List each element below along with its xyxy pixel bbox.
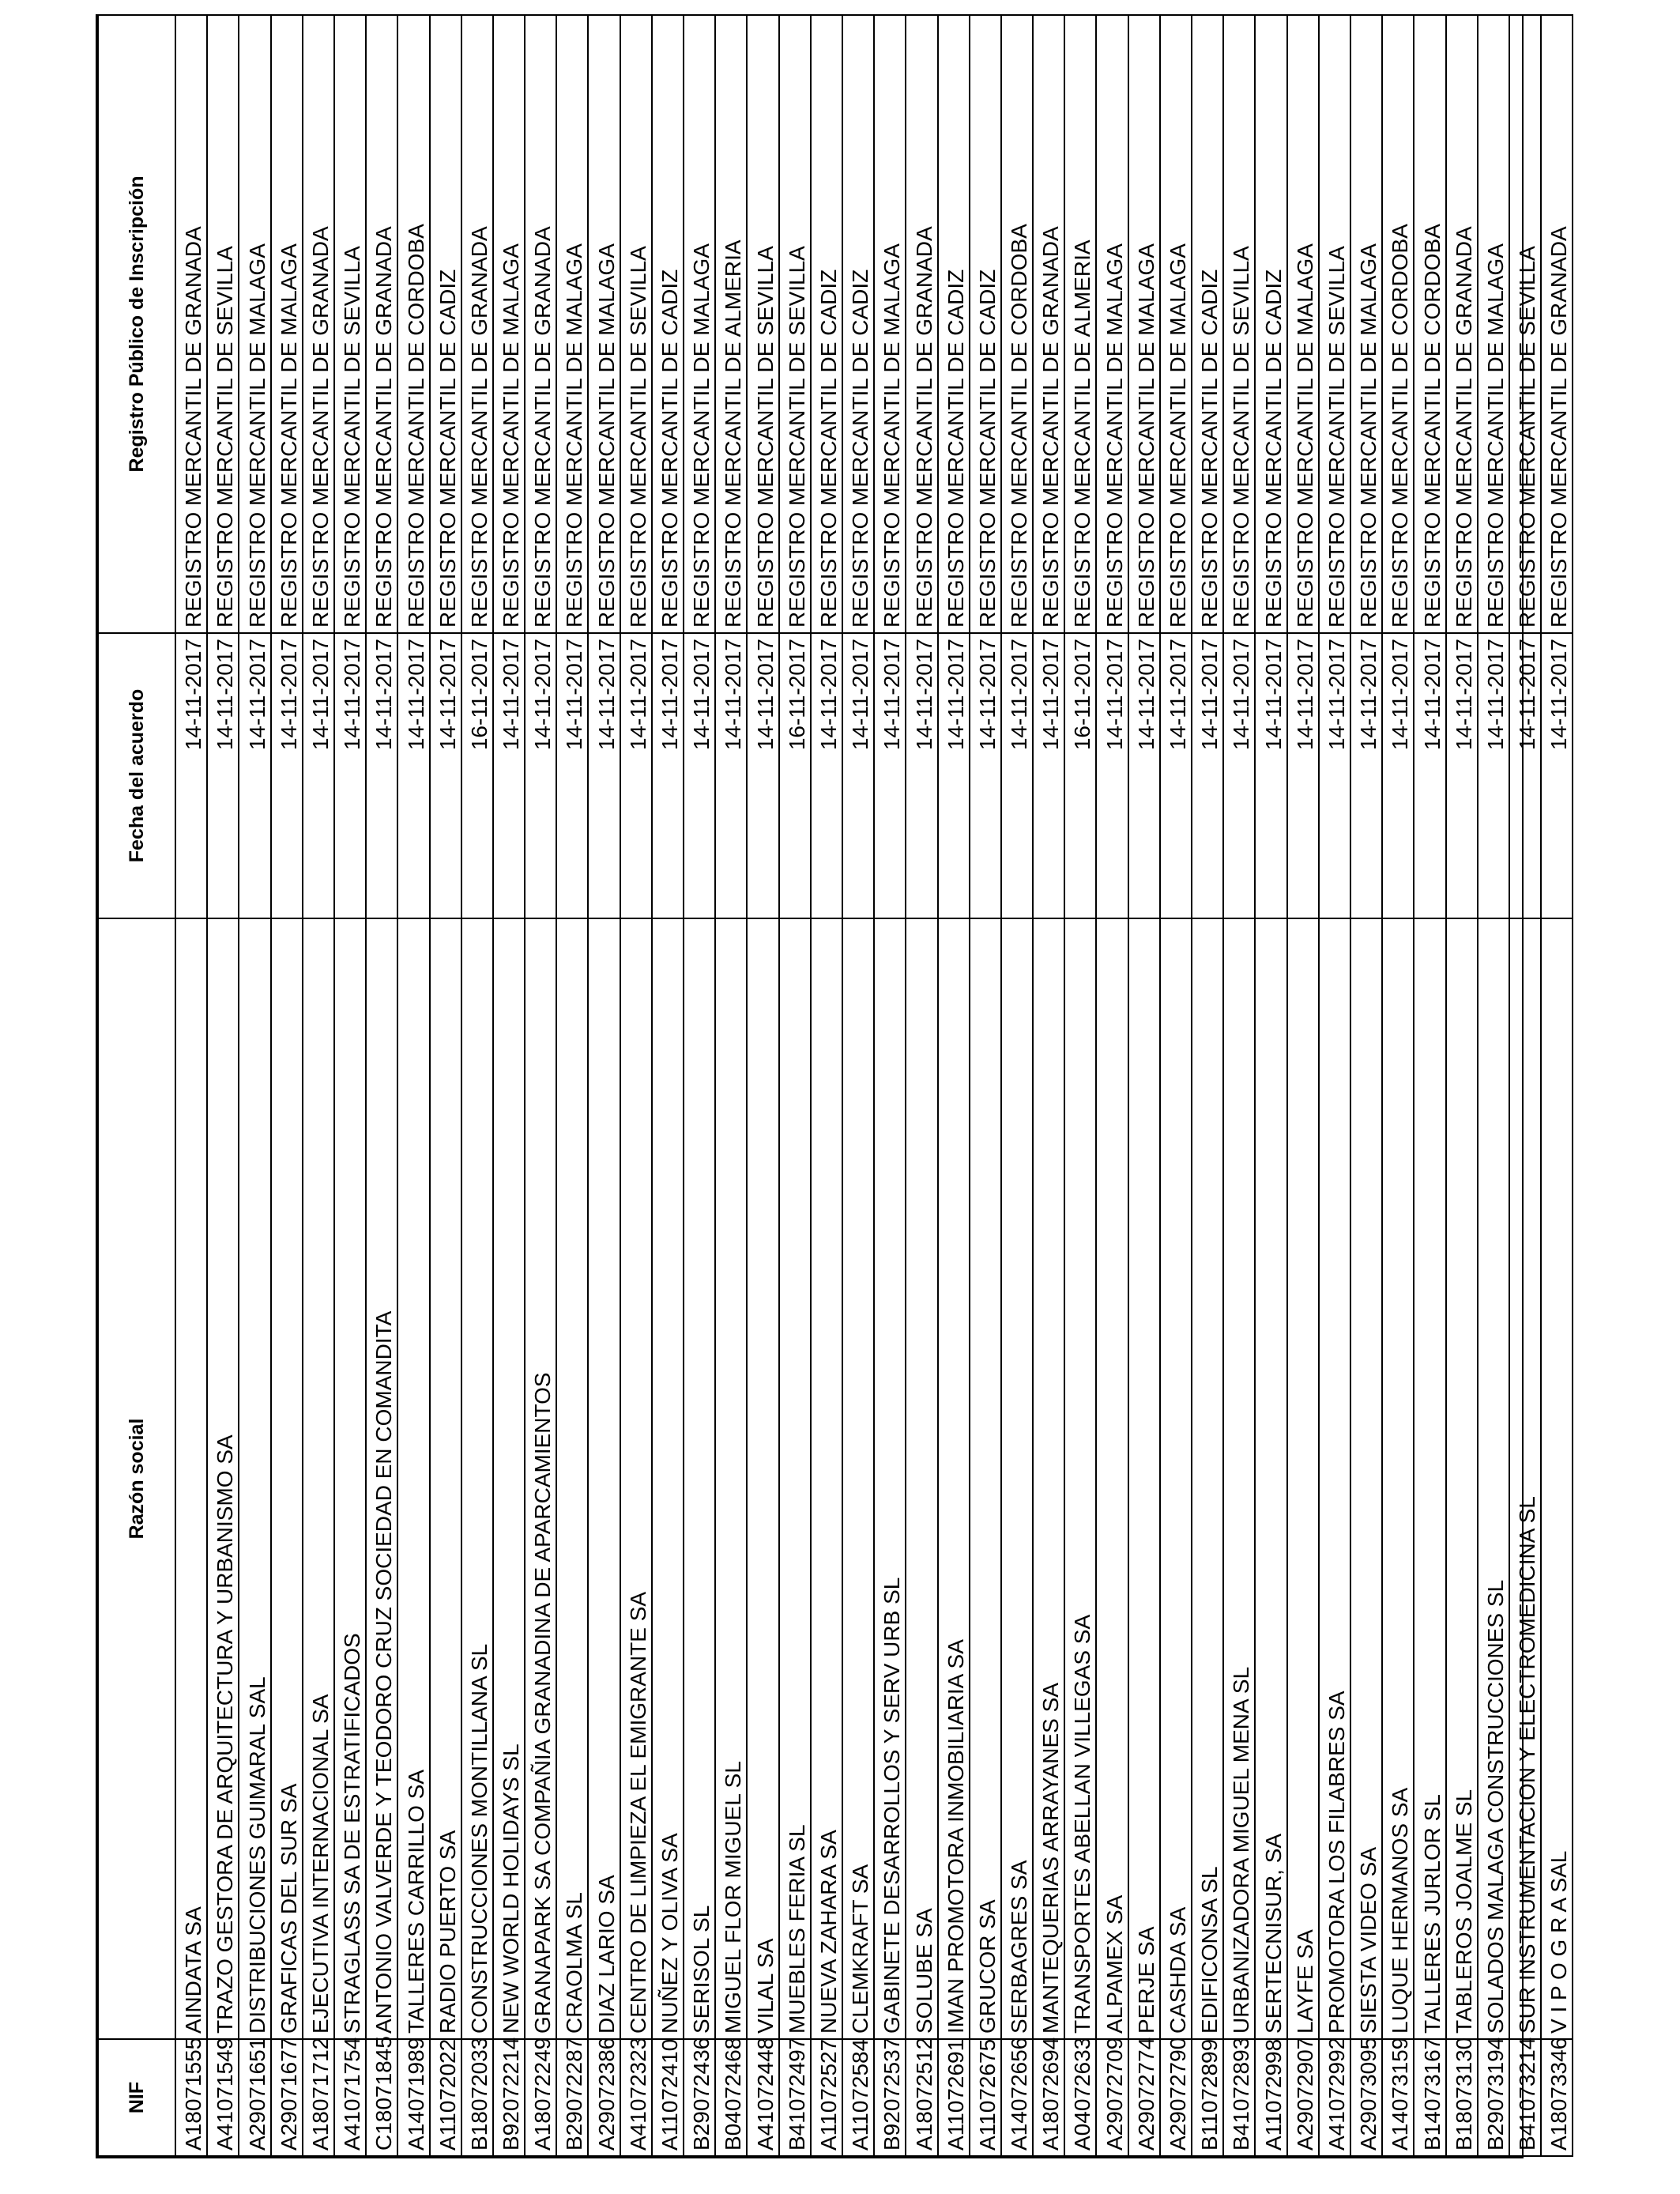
cell-fecha: 14-11-2017 bbox=[1319, 633, 1350, 918]
cell-nif: A11072410 bbox=[652, 2039, 684, 2156]
table-row bbox=[906, 15, 937, 2156]
cell-fecha: 14-11-2017 bbox=[970, 633, 1001, 918]
cell-nif: A41072323 bbox=[620, 2039, 652, 2156]
cell-registro: REGISTRO MERCANTIL DE SEVILLA bbox=[1509, 15, 1541, 633]
cell-razon-social: EJECUTIVA INTERNACIONAL SA bbox=[303, 918, 334, 2039]
cell-fecha: 14-11-2017 bbox=[1128, 633, 1160, 918]
cell-razon-social: SERBAGRES SA bbox=[1001, 918, 1033, 2039]
cell-registro: REGISTRO MERCANTIL DE CADIZ bbox=[842, 15, 874, 633]
cell-nif: A14072656 bbox=[1001, 2039, 1033, 2156]
cell-fecha: 14-11-2017 bbox=[938, 633, 970, 918]
cell-registro: REGISTRO MERCANTIL DE CADIZ bbox=[938, 15, 970, 633]
cell-registro: REGISTRO MERCANTIL DE MALAGA bbox=[1287, 15, 1319, 633]
cell-fecha: 14-11-2017 bbox=[1478, 633, 1509, 918]
cell-fecha: 14-11-2017 bbox=[842, 633, 874, 918]
table-row bbox=[366, 15, 397, 2156]
header-registro: Registro Público de Inscripción bbox=[98, 15, 175, 633]
table-row bbox=[1287, 15, 1319, 2156]
cell-registro: REGISTRO MERCANTIL DE GRANADA bbox=[906, 15, 937, 633]
table-row bbox=[1033, 15, 1064, 2156]
cell-nif: A29071651 bbox=[239, 2039, 270, 2156]
cell-registro: REGISTRO MERCANTIL DE GRANADA bbox=[1446, 15, 1478, 633]
cell-razon-social: SOLADOS MALAGA CONSTRUCCIONES SL bbox=[1478, 918, 1509, 2039]
cell-registro: REGISTRO MERCANTIL DE ALMERIA bbox=[1064, 15, 1096, 633]
cell-nif: A11072527 bbox=[811, 2039, 842, 2156]
cell-nif: A18071555 bbox=[175, 2039, 207, 2156]
cell-fecha: 16-11-2017 bbox=[779, 633, 811, 918]
cell-razon-social: PROMOTORA LOS FILABRES SA bbox=[1319, 918, 1350, 2039]
cell-razon-social: LUQUE HERMANOS SA bbox=[1382, 918, 1414, 2039]
table-row bbox=[970, 15, 1001, 2156]
cell-razon-social: DIAZ LARIO SA bbox=[588, 918, 620, 2039]
table-row bbox=[747, 15, 778, 2156]
table-row bbox=[334, 15, 366, 2156]
cell-nif: A14073159 bbox=[1382, 2039, 1414, 2156]
cell-fecha: 14-11-2017 bbox=[684, 633, 715, 918]
cell-fecha: 14-11-2017 bbox=[1541, 633, 1573, 918]
table-row bbox=[874, 15, 906, 2156]
cell-registro: REGISTRO MERCANTIL DE CADIZ bbox=[811, 15, 842, 633]
cell-registro: REGISTRO MERCANTIL DE MALAGA bbox=[239, 15, 270, 633]
cell-fecha: 14-11-2017 bbox=[715, 633, 747, 918]
cell-razon-social: GABINETE DESARROLLOS Y SERV URB SL bbox=[874, 918, 906, 2039]
table-row bbox=[1446, 15, 1478, 2156]
cell-registro: REGISTRO MERCANTIL DE CORDOBA bbox=[1001, 15, 1033, 633]
cell-razon-social: CASHDA SA bbox=[1160, 918, 1192, 2039]
cell-fecha: 14-11-2017 bbox=[525, 633, 556, 918]
table-row bbox=[1096, 15, 1128, 2156]
cell-registro: REGISTRO MERCANTIL DE MALAGA bbox=[1128, 15, 1160, 633]
cell-razon-social: PERJE SA bbox=[1128, 918, 1160, 2039]
cell-registro: REGISTRO MERCANTIL DE SEVILLA bbox=[1223, 15, 1255, 633]
cell-razon-social: URBANIZADORA MIGUEL MENA SL bbox=[1223, 918, 1255, 2039]
cell-registro: REGISTRO MERCANTIL DE CADIZ bbox=[652, 15, 684, 633]
cell-registro: REGISTRO MERCANTIL DE GRANADA bbox=[1033, 15, 1064, 633]
table-row bbox=[1001, 15, 1033, 2156]
cell-razon-social: VILAL SA bbox=[747, 918, 778, 2039]
cell-razon-social: SIESTA VIDEO SA bbox=[1350, 918, 1382, 2039]
cell-nif: A11072691 bbox=[938, 2039, 970, 2156]
cell-nif: A04072633 bbox=[1064, 2039, 1096, 2156]
cell-razon-social: NUEVA ZAHARA SA bbox=[811, 918, 842, 2039]
cell-razon-social: TRANSPORTES ABELLAN VILLEGAS SA bbox=[1064, 918, 1096, 2039]
cell-registro: REGISTRO MERCANTIL DE GRANADA bbox=[175, 15, 207, 633]
table-row bbox=[1414, 15, 1445, 2156]
cell-registro: REGISTRO MERCANTIL DE MALAGA bbox=[271, 15, 303, 633]
table-row bbox=[1192, 15, 1223, 2156]
cell-fecha: 16-11-2017 bbox=[461, 633, 493, 918]
cell-registro: REGISTRO MERCANTIL DE CADIZ bbox=[970, 15, 1001, 633]
cell-razon-social: SOLUBE SA bbox=[906, 918, 937, 2039]
cell-fecha: 14-11-2017 bbox=[1509, 633, 1541, 918]
table-header-row bbox=[98, 15, 175, 2156]
cell-registro: REGISTRO MERCANTIL DE CORDOBA bbox=[397, 15, 429, 633]
cell-fecha: 14-11-2017 bbox=[1350, 633, 1382, 918]
cell-fecha: 14-11-2017 bbox=[430, 633, 461, 918]
cell-nif: B29073194 bbox=[1478, 2039, 1509, 2156]
cell-fecha: 14-11-2017 bbox=[175, 633, 207, 918]
cell-nif: B14073167 bbox=[1414, 2039, 1445, 2156]
cell-razon-social: TRAZO GESTORA DE ARQUITECTURA Y URBANISMO SA bbox=[207, 918, 239, 2039]
table-body bbox=[175, 15, 1573, 2156]
table-row bbox=[207, 15, 239, 2156]
table-row bbox=[1064, 15, 1096, 2156]
table-row bbox=[1478, 15, 1509, 2156]
cell-razon-social: TALLERES JURLOR SL bbox=[1414, 918, 1445, 2039]
companies-table bbox=[97, 14, 1573, 2157]
cell-razon-social: SERTECNISUR, SA bbox=[1255, 918, 1286, 2039]
cell-razon-social: DISTRIBUCIONES GUIMARAL SAL bbox=[239, 918, 270, 2039]
cell-fecha: 14-11-2017 bbox=[588, 633, 620, 918]
cell-razon-social: GRANAPARK SA COMPAÑIA GRANADINA DE APARCAMIENTOS bbox=[525, 918, 556, 2039]
cell-nif: A18072694 bbox=[1033, 2039, 1064, 2156]
cell-registro: REGISTRO MERCANTIL DE MALAGA bbox=[493, 15, 525, 633]
cell-nif: A14071989 bbox=[397, 2039, 429, 2156]
cell-nif: B29072287 bbox=[556, 2039, 588, 2156]
cell-registro: REGISTRO MERCANTIL DE MALAGA bbox=[1096, 15, 1128, 633]
cell-registro: REGISTRO MERCANTIL DE SEVILLA bbox=[334, 15, 366, 633]
cell-nif: B18072033 bbox=[461, 2039, 493, 2156]
table-row bbox=[842, 15, 874, 2156]
cell-registro: REGISTRO MERCANTIL DE MALAGA bbox=[1160, 15, 1192, 633]
table-row bbox=[1160, 15, 1192, 2156]
cell-razon-social: NUÑEZ Y OLIVA SA bbox=[652, 918, 684, 2039]
cell-nif: B29072436 bbox=[684, 2039, 715, 2156]
cell-nif: A41072448 bbox=[747, 2039, 778, 2156]
cell-razon-social: TABLEROS JOALME SL bbox=[1446, 918, 1478, 2039]
cell-fecha: 14-11-2017 bbox=[1033, 633, 1064, 918]
table-row bbox=[779, 15, 811, 2156]
cell-fecha: 14-11-2017 bbox=[303, 633, 334, 918]
cell-fecha: 14-11-2017 bbox=[334, 633, 366, 918]
table-row bbox=[1223, 15, 1255, 2156]
table-row bbox=[175, 15, 207, 2156]
cell-fecha: 14-11-2017 bbox=[556, 633, 588, 918]
cell-registro: REGISTRO MERCANTIL DE GRANADA bbox=[303, 15, 334, 633]
table-row bbox=[1350, 15, 1382, 2156]
table-row bbox=[430, 15, 461, 2156]
cell-fecha: 14-11-2017 bbox=[1382, 633, 1414, 918]
cell-razon-social: LAYFE SA bbox=[1287, 918, 1319, 2039]
header-razon-social: Razón social bbox=[98, 918, 175, 2039]
table-row bbox=[303, 15, 334, 2156]
cell-razon-social: NEW WORLD HOLIDAYS SL bbox=[493, 918, 525, 2039]
cell-nif: A18073346 bbox=[1541, 2039, 1573, 2156]
cell-registro: REGISTRO MERCANTIL DE GRANADA bbox=[1541, 15, 1573, 633]
cell-fecha: 14-11-2017 bbox=[1192, 633, 1223, 918]
table-row bbox=[684, 15, 715, 2156]
table-row bbox=[271, 15, 303, 2156]
header-fecha-acuerdo: Fecha del acuerdo bbox=[98, 633, 175, 918]
cell-fecha: 14-11-2017 bbox=[1255, 633, 1286, 918]
cell-razon-social: MANTEQUERIAS ARRAYANES SA bbox=[1033, 918, 1064, 2039]
cell-registro: REGISTRO MERCANTIL DE SEVILLA bbox=[747, 15, 778, 633]
cell-nif: B41072893 bbox=[1223, 2039, 1255, 2156]
cell-fecha: 14-11-2017 bbox=[1446, 633, 1478, 918]
table-row bbox=[620, 15, 652, 2156]
table-row bbox=[588, 15, 620, 2156]
cell-nif: A41071549 bbox=[207, 2039, 239, 2156]
table-row bbox=[525, 15, 556, 2156]
cell-fecha: 14-11-2017 bbox=[652, 633, 684, 918]
cell-nif: A18071712 bbox=[303, 2039, 334, 2156]
cell-nif: B04072468 bbox=[715, 2039, 747, 2156]
cell-fecha: 14-11-2017 bbox=[493, 633, 525, 918]
table-row bbox=[1255, 15, 1286, 2156]
cell-razon-social: GRAFICAS DEL SUR SA bbox=[271, 918, 303, 2039]
cell-registro: REGISTRO MERCANTIL DE ALMERIA bbox=[715, 15, 747, 633]
cell-registro: REGISTRO MERCANTIL DE MALAGA bbox=[1350, 15, 1382, 633]
cell-nif: A29072907 bbox=[1287, 2039, 1319, 2156]
table-row bbox=[493, 15, 525, 2156]
cell-razon-social: IMAN PROMOTORA INMOBILIARIA SA bbox=[938, 918, 970, 2039]
cell-nif: A11072584 bbox=[842, 2039, 874, 2156]
cell-registro: REGISTRO MERCANTIL DE MALAGA bbox=[874, 15, 906, 633]
table-row bbox=[461, 15, 493, 2156]
cell-registro: REGISTRO MERCANTIL DE GRANADA bbox=[366, 15, 397, 633]
cell-nif: A11072675 bbox=[970, 2039, 1001, 2156]
cell-fecha: 14-11-2017 bbox=[1414, 633, 1445, 918]
table-row bbox=[1509, 15, 1541, 2156]
cell-nif: C18071845 bbox=[366, 2039, 397, 2156]
cell-razon-social: MIGUEL FLOR MIGUEL SL bbox=[715, 918, 747, 2039]
cell-fecha: 14-11-2017 bbox=[620, 633, 652, 918]
cell-razon-social: CLEMKRAFT SA bbox=[842, 918, 874, 2039]
table-row bbox=[938, 15, 970, 2156]
cell-nif: B92072214 bbox=[493, 2039, 525, 2156]
document-page bbox=[96, 14, 1572, 2158]
cell-nif: B11072899 bbox=[1192, 2039, 1223, 2156]
cell-nif: A41071754 bbox=[334, 2039, 366, 2156]
cell-nif: A29072790 bbox=[1160, 2039, 1192, 2156]
cell-razon-social: STRAGLASS SA DE ESTRATIFICADOS bbox=[334, 918, 366, 2039]
cell-fecha: 14-11-2017 bbox=[1223, 633, 1255, 918]
cell-fecha: 16-11-2017 bbox=[1064, 633, 1096, 918]
cell-nif: A29073095 bbox=[1350, 2039, 1382, 2156]
cell-fecha: 14-11-2017 bbox=[874, 633, 906, 918]
cell-nif: A29072386 bbox=[588, 2039, 620, 2156]
cell-nif: B41072497 bbox=[779, 2039, 811, 2156]
cell-fecha: 14-11-2017 bbox=[1160, 633, 1192, 918]
cell-razon-social: AINDATA SA bbox=[175, 918, 207, 2039]
cell-registro: REGISTRO MERCANTIL DE CADIZ bbox=[1255, 15, 1286, 633]
cell-registro: REGISTRO MERCANTIL DE SEVILLA bbox=[620, 15, 652, 633]
cell-nif: B18073130 bbox=[1446, 2039, 1478, 2156]
table-row bbox=[1382, 15, 1414, 2156]
cell-razon-social: MUEBLES FERIA SL bbox=[779, 918, 811, 2039]
table-row bbox=[1541, 15, 1573, 2156]
cell-fecha: 14-11-2017 bbox=[811, 633, 842, 918]
cell-razon-social: CENTRO DE LIMPIEZA EL EMIGRANTE SA bbox=[620, 918, 652, 2039]
cell-razon-social: RADIO PUERTO SA bbox=[430, 918, 461, 2039]
cell-registro: REGISTRO MERCANTIL DE GRANADA bbox=[525, 15, 556, 633]
cell-razon-social: CONSTRUCCIONES MONTILLANA SL bbox=[461, 918, 493, 2039]
table-row bbox=[556, 15, 588, 2156]
cell-registro: REGISTRO MERCANTIL DE MALAGA bbox=[556, 15, 588, 633]
cell-nif: A41072992 bbox=[1319, 2039, 1350, 2156]
cell-registro: REGISTRO MERCANTIL DE SEVILLA bbox=[207, 15, 239, 633]
cell-fecha: 14-11-2017 bbox=[207, 633, 239, 918]
cell-nif: A18072249 bbox=[525, 2039, 556, 2156]
cell-fecha: 14-11-2017 bbox=[747, 633, 778, 918]
cell-registro: REGISTRO MERCANTIL DE MALAGA bbox=[588, 15, 620, 633]
cell-fecha: 14-11-2017 bbox=[1001, 633, 1033, 918]
cell-razon-social: V I P O G R A SAL bbox=[1541, 918, 1573, 2039]
table-row bbox=[1128, 15, 1160, 2156]
cell-fecha: 14-11-2017 bbox=[397, 633, 429, 918]
cell-razon-social: SUR INSTRUMENTACION Y ELECTROMEDICINA SL bbox=[1509, 918, 1541, 2039]
cell-fecha: 14-11-2017 bbox=[366, 633, 397, 918]
cell-razon-social: CRAOLMA SL bbox=[556, 918, 588, 2039]
cell-razon-social: GRUCOR SA bbox=[970, 918, 1001, 2039]
cell-nif: A29072709 bbox=[1096, 2039, 1128, 2156]
header-nif: NIF bbox=[98, 2039, 175, 2156]
table-row bbox=[397, 15, 429, 2156]
cell-nif: A11072022 bbox=[430, 2039, 461, 2156]
cell-razon-social: SERISOL SL bbox=[684, 918, 715, 2039]
cell-fecha: 14-11-2017 bbox=[1096, 633, 1128, 918]
cell-registro: REGISTRO MERCANTIL DE MALAGA bbox=[1478, 15, 1509, 633]
table-row bbox=[811, 15, 842, 2156]
cell-nif: B92072537 bbox=[874, 2039, 906, 2156]
cell-registro: REGISTRO MERCANTIL DE CORDOBA bbox=[1382, 15, 1414, 633]
cell-nif: B41073214 bbox=[1509, 2039, 1541, 2156]
cell-fecha: 14-11-2017 bbox=[239, 633, 270, 918]
cell-registro: REGISTRO MERCANTIL DE GRANADA bbox=[461, 15, 493, 633]
cell-registro: REGISTRO MERCANTIL DE MALAGA bbox=[684, 15, 715, 633]
cell-registro: REGISTRO MERCANTIL DE CORDOBA bbox=[1414, 15, 1445, 633]
cell-nif: A18072512 bbox=[906, 2039, 937, 2156]
cell-razon-social: TALLERES CARRILLO SA bbox=[397, 918, 429, 2039]
cell-fecha: 14-11-2017 bbox=[1287, 633, 1319, 918]
cell-registro: REGISTRO MERCANTIL DE CADIZ bbox=[1192, 15, 1223, 633]
cell-nif: A29072774 bbox=[1128, 2039, 1160, 2156]
table-row bbox=[1319, 15, 1350, 2156]
table-row bbox=[652, 15, 684, 2156]
cell-razon-social: EDIFICONSA SL bbox=[1192, 918, 1223, 2039]
cell-nif: A29071677 bbox=[271, 2039, 303, 2156]
cell-registro: REGISTRO MERCANTIL DE CADIZ bbox=[430, 15, 461, 633]
cell-razon-social: ALPAMEX SA bbox=[1096, 918, 1128, 2039]
cell-razon-social: ANTONIO VALVERDE Y TEODORO CRUZ SOCIEDAD EN COMANDITA bbox=[366, 918, 397, 2039]
rotated-table-container bbox=[97, 16, 1572, 2157]
cell-fecha: 14-11-2017 bbox=[906, 633, 937, 918]
table-row bbox=[715, 15, 747, 2156]
table-row bbox=[239, 15, 270, 2156]
cell-nif: A11072998 bbox=[1255, 2039, 1286, 2156]
cell-registro: REGISTRO MERCANTIL DE SEVILLA bbox=[1319, 15, 1350, 633]
cell-fecha: 14-11-2017 bbox=[271, 633, 303, 918]
cell-registro: REGISTRO MERCANTIL DE SEVILLA bbox=[779, 15, 811, 633]
